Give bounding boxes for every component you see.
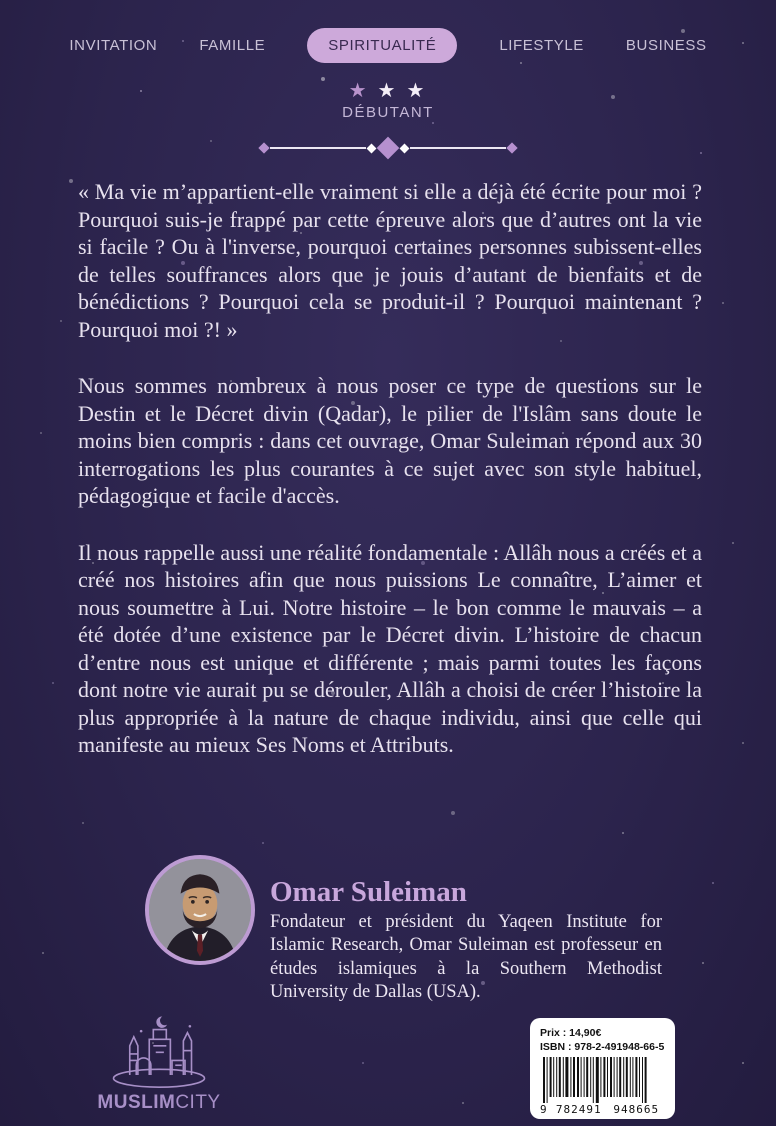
author-portrait-illustration bbox=[149, 859, 251, 961]
author-bio: Fondateur et président du Yaqeen Institute for Islamic Research, Omar Suleiman est professeur en études islamiques à la Southern Methodist University de Dallas (USA). bbox=[270, 911, 662, 1002]
author-name: Omar Suleiman bbox=[270, 876, 467, 909]
barcode bbox=[540, 1057, 665, 1103]
star-icon: ★ bbox=[377, 80, 399, 102]
price: Prix : 14,90€ bbox=[540, 1027, 602, 1039]
isbn: ISBN : 978-2-491948-66-5 bbox=[540, 1041, 665, 1053]
barcode-digit-group: 782491 bbox=[555, 1103, 602, 1116]
tab-spiritualite[interactable]: SPIRITUALITÉ bbox=[307, 28, 457, 63]
star-rating bbox=[0, 80, 776, 102]
divider-line bbox=[270, 147, 366, 149]
category-tabs bbox=[0, 28, 776, 63]
difficulty-level bbox=[0, 80, 776, 121]
publisher-wordmark bbox=[84, 1092, 234, 1114]
diamond-icon bbox=[377, 137, 400, 160]
divider-line bbox=[410, 147, 506, 149]
tab-famille[interactable]: FAMILLE bbox=[199, 37, 266, 54]
diamond-icon bbox=[506, 142, 517, 153]
quote-paragraph: « Ma vie m’appartient-elle vraiment si elle a déjà été écrite pour moi ? Pourquoi suis-je frappé par cette épreuve alors que d’autres ont la vie si facile ? Ou à l'inverse, pourquoi certaines personnes subissent-elles de telles souffrances alors que je jouis d’autant de bienfaits et de bénédictions ? Pourquoi cela se produit-il ? Pourquoi maintenant ? Pourquoi moi ?! » bbox=[78, 179, 702, 342]
barcode-label bbox=[530, 1018, 675, 1119]
star-icon: ★ bbox=[406, 80, 428, 102]
wordmark-city: CITY bbox=[175, 1092, 221, 1113]
star-icon: ★ bbox=[348, 80, 370, 102]
diamond-icon bbox=[367, 143, 377, 153]
author-photo bbox=[145, 855, 255, 965]
tab-business[interactable]: BUSINESS bbox=[625, 37, 707, 54]
wordmark-muslim: MUSLIM bbox=[97, 1092, 176, 1113]
barcode-digits bbox=[540, 1104, 665, 1115]
starfield bbox=[0, 0, 2, 2]
tab-invitation[interactable]: INVITATION bbox=[69, 37, 158, 54]
synopsis-paragraph: Nous sommes nombreux à nous poser ce type de questions sur le Destin et le Décret divin (Qadar), le pilier de l'Islâm sans doute le moins bien compris : dans cet ouvrage, Omar Suleiman répond aux 30 interrogations les plus courantes à ce sujet avec son style habituel, pédagogique et facile d'accès. bbox=[78, 373, 702, 508]
synopsis-paragraph: Il nous rappelle aussi une réalité fondamentale : Allâh nous a créés et a créé nos histoires afin que nous puissions Le connaître, L’aimer et nous soumettre à Lui. Notre histoire – le bon comme le mauvais – a été dotée d’une existence par le Décret divin. L’histoire de chacun d’entre nous est unique et différente ; mais parmi toutes les façons dont notre vie aurait pu se dérouler, Allâh a choisi de créer l’histoire la plus appropriée à la nature de chaque individu, ainsi que celle qui manifeste au mieux Ses Noms et Attributs. bbox=[78, 539, 702, 757]
publisher-logo bbox=[84, 1008, 234, 1114]
level-label: DÉBUTANT bbox=[342, 104, 434, 121]
barcode-digit-group: 948665 bbox=[613, 1103, 660, 1116]
mosque-icon bbox=[94, 1008, 224, 1090]
diamond-icon bbox=[400, 143, 410, 153]
synopsis bbox=[78, 178, 702, 788]
tab-lifestyle[interactable]: LIFESTYLE bbox=[499, 37, 584, 54]
barcode-digit-group: 9 bbox=[540, 1103, 547, 1116]
diamond-icon bbox=[258, 142, 269, 153]
ornamental-divider bbox=[258, 138, 518, 158]
